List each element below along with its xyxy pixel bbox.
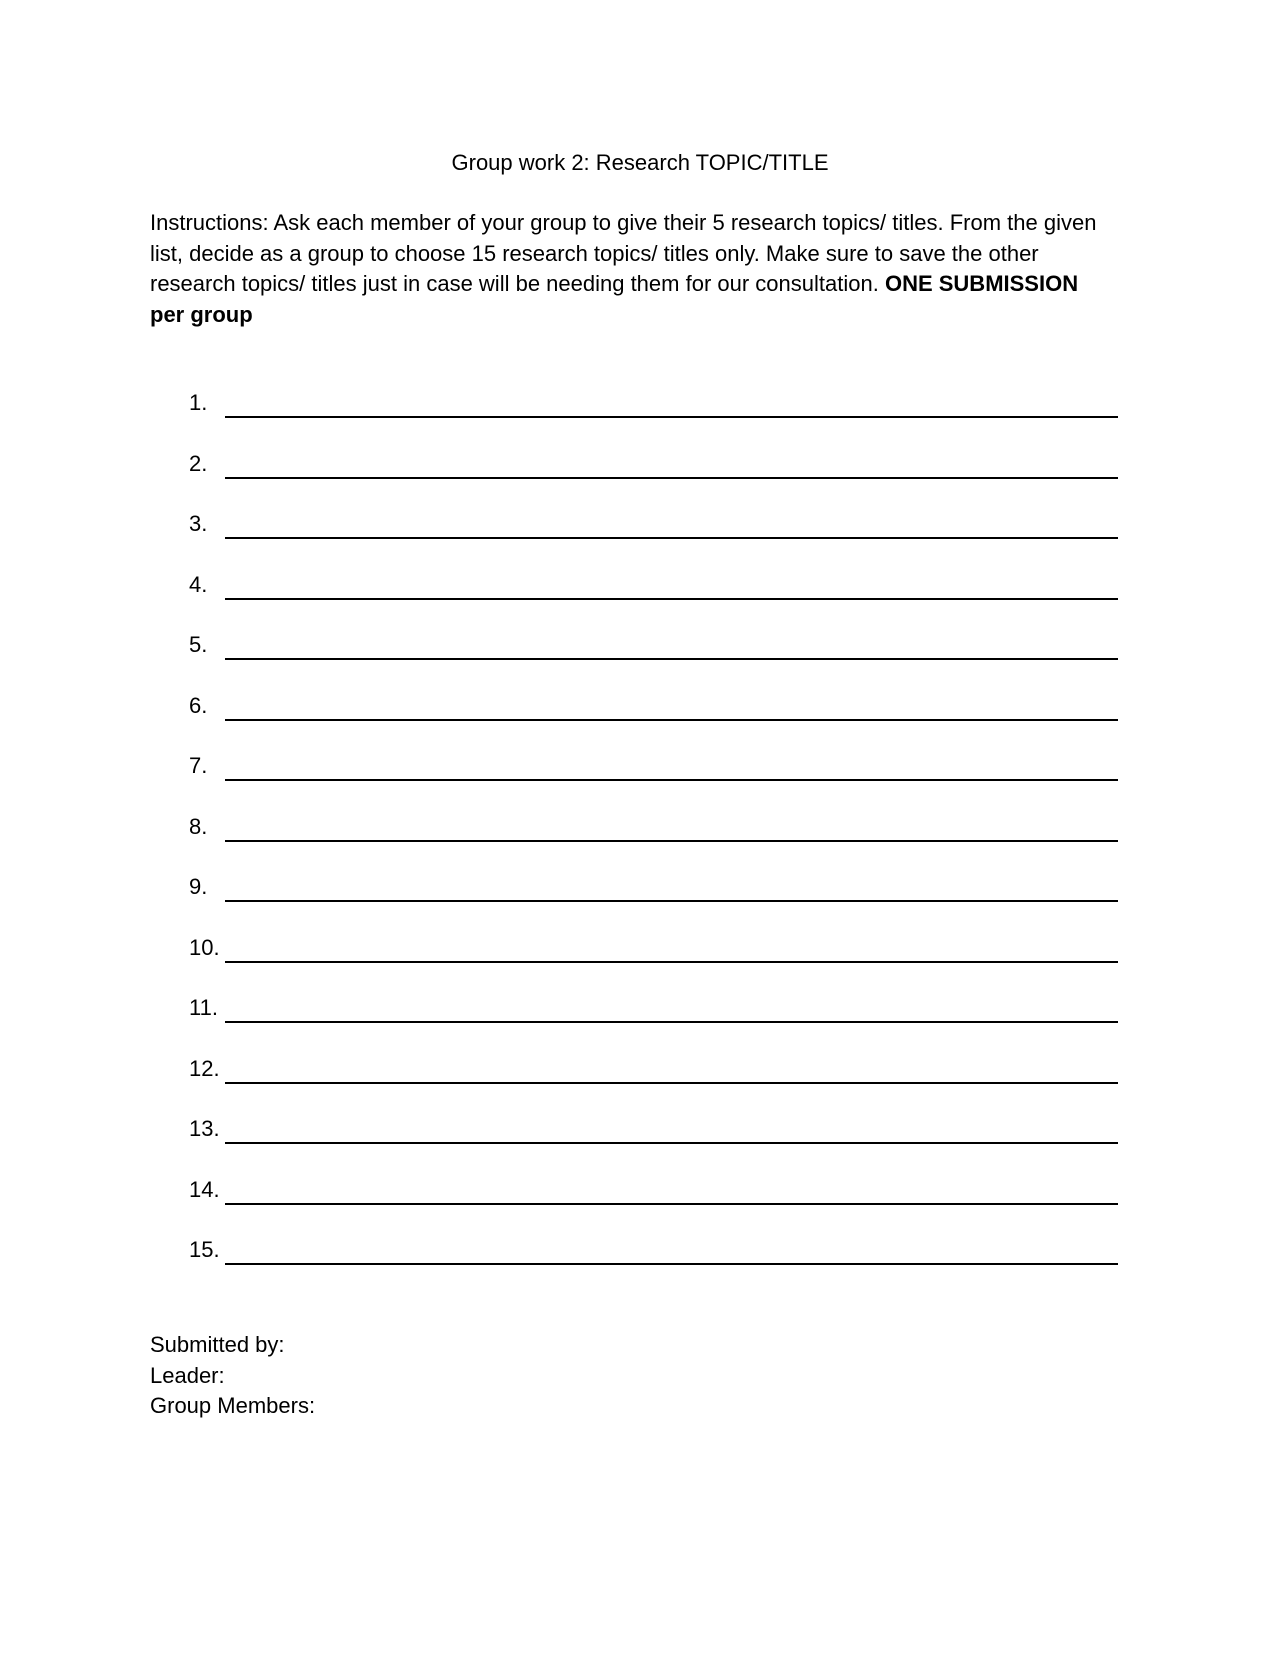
blank-line[interactable] xyxy=(225,1142,1118,1144)
blank-line[interactable] xyxy=(225,840,1118,842)
item-number: 6. xyxy=(189,692,208,718)
blank-line[interactable] xyxy=(225,416,1118,418)
item-number: 5. xyxy=(189,632,208,657)
list-item xyxy=(0,449,1280,510)
blank-line[interactable] xyxy=(225,537,1118,539)
list-item xyxy=(0,388,1280,449)
blank-line[interactable] xyxy=(225,658,1118,660)
item-number: 7. xyxy=(189,753,208,778)
list-item xyxy=(0,570,1280,631)
list-item xyxy=(0,993,1280,1054)
blank-line[interactable] xyxy=(225,900,1118,902)
list-item xyxy=(0,630,1280,691)
list-item xyxy=(0,509,1280,570)
blank-line[interactable] xyxy=(225,1082,1118,1084)
item-number: 15. xyxy=(189,1237,220,1262)
list-item xyxy=(0,1054,1280,1115)
item-number: 3. xyxy=(189,511,208,536)
instructions-paragraph xyxy=(150,208,1110,330)
list-item xyxy=(0,691,1280,752)
page-title: Group work 2: Research TOPIC/TITLE xyxy=(451,150,829,175)
group-members-label: Group Members: xyxy=(150,1393,316,1418)
submission-footer xyxy=(150,1330,315,1422)
blank-line[interactable] xyxy=(225,1263,1118,1265)
item-number: 10. xyxy=(189,934,220,960)
item-number: 9. xyxy=(189,874,208,899)
leader-label: Leader: xyxy=(150,1362,225,1388)
instructions-emphasis: ONE SUBMISSION per group xyxy=(150,271,1079,327)
blank-line[interactable] xyxy=(225,477,1118,479)
list-item xyxy=(0,1175,1280,1236)
list-item xyxy=(0,1114,1280,1175)
instructions-text: Instructions: Ask each member of your group to give their 5 research topics/ titles. From the given list, decide as a group to choose 15 research topics/ titles only. Make sure to save the other research topics/ titles just in case will be needing them for our consultation. xyxy=(150,210,1097,296)
item-number: 4. xyxy=(189,571,208,597)
item-number: 8. xyxy=(189,813,208,839)
item-number: 14. xyxy=(189,1176,220,1202)
list-item xyxy=(0,872,1280,933)
blank-line[interactable] xyxy=(225,961,1118,963)
item-number: 1. xyxy=(189,390,208,415)
item-number: 13. xyxy=(189,1116,220,1141)
submitted-by-label: Submitted by: xyxy=(150,1332,285,1357)
blank-line[interactable] xyxy=(225,779,1118,781)
blank-line[interactable] xyxy=(225,719,1118,721)
item-number: 12. xyxy=(189,1055,220,1081)
list-item xyxy=(0,751,1280,812)
item-number: 11. xyxy=(189,995,218,1020)
list-item xyxy=(0,1235,1280,1296)
blank-line[interactable] xyxy=(225,1203,1118,1205)
blank-line[interactable] xyxy=(225,1021,1118,1023)
item-number: 2. xyxy=(189,450,208,476)
list-item xyxy=(0,812,1280,873)
topic-list xyxy=(0,388,1280,1296)
blank-line[interactable] xyxy=(225,598,1118,600)
list-item xyxy=(0,933,1280,994)
